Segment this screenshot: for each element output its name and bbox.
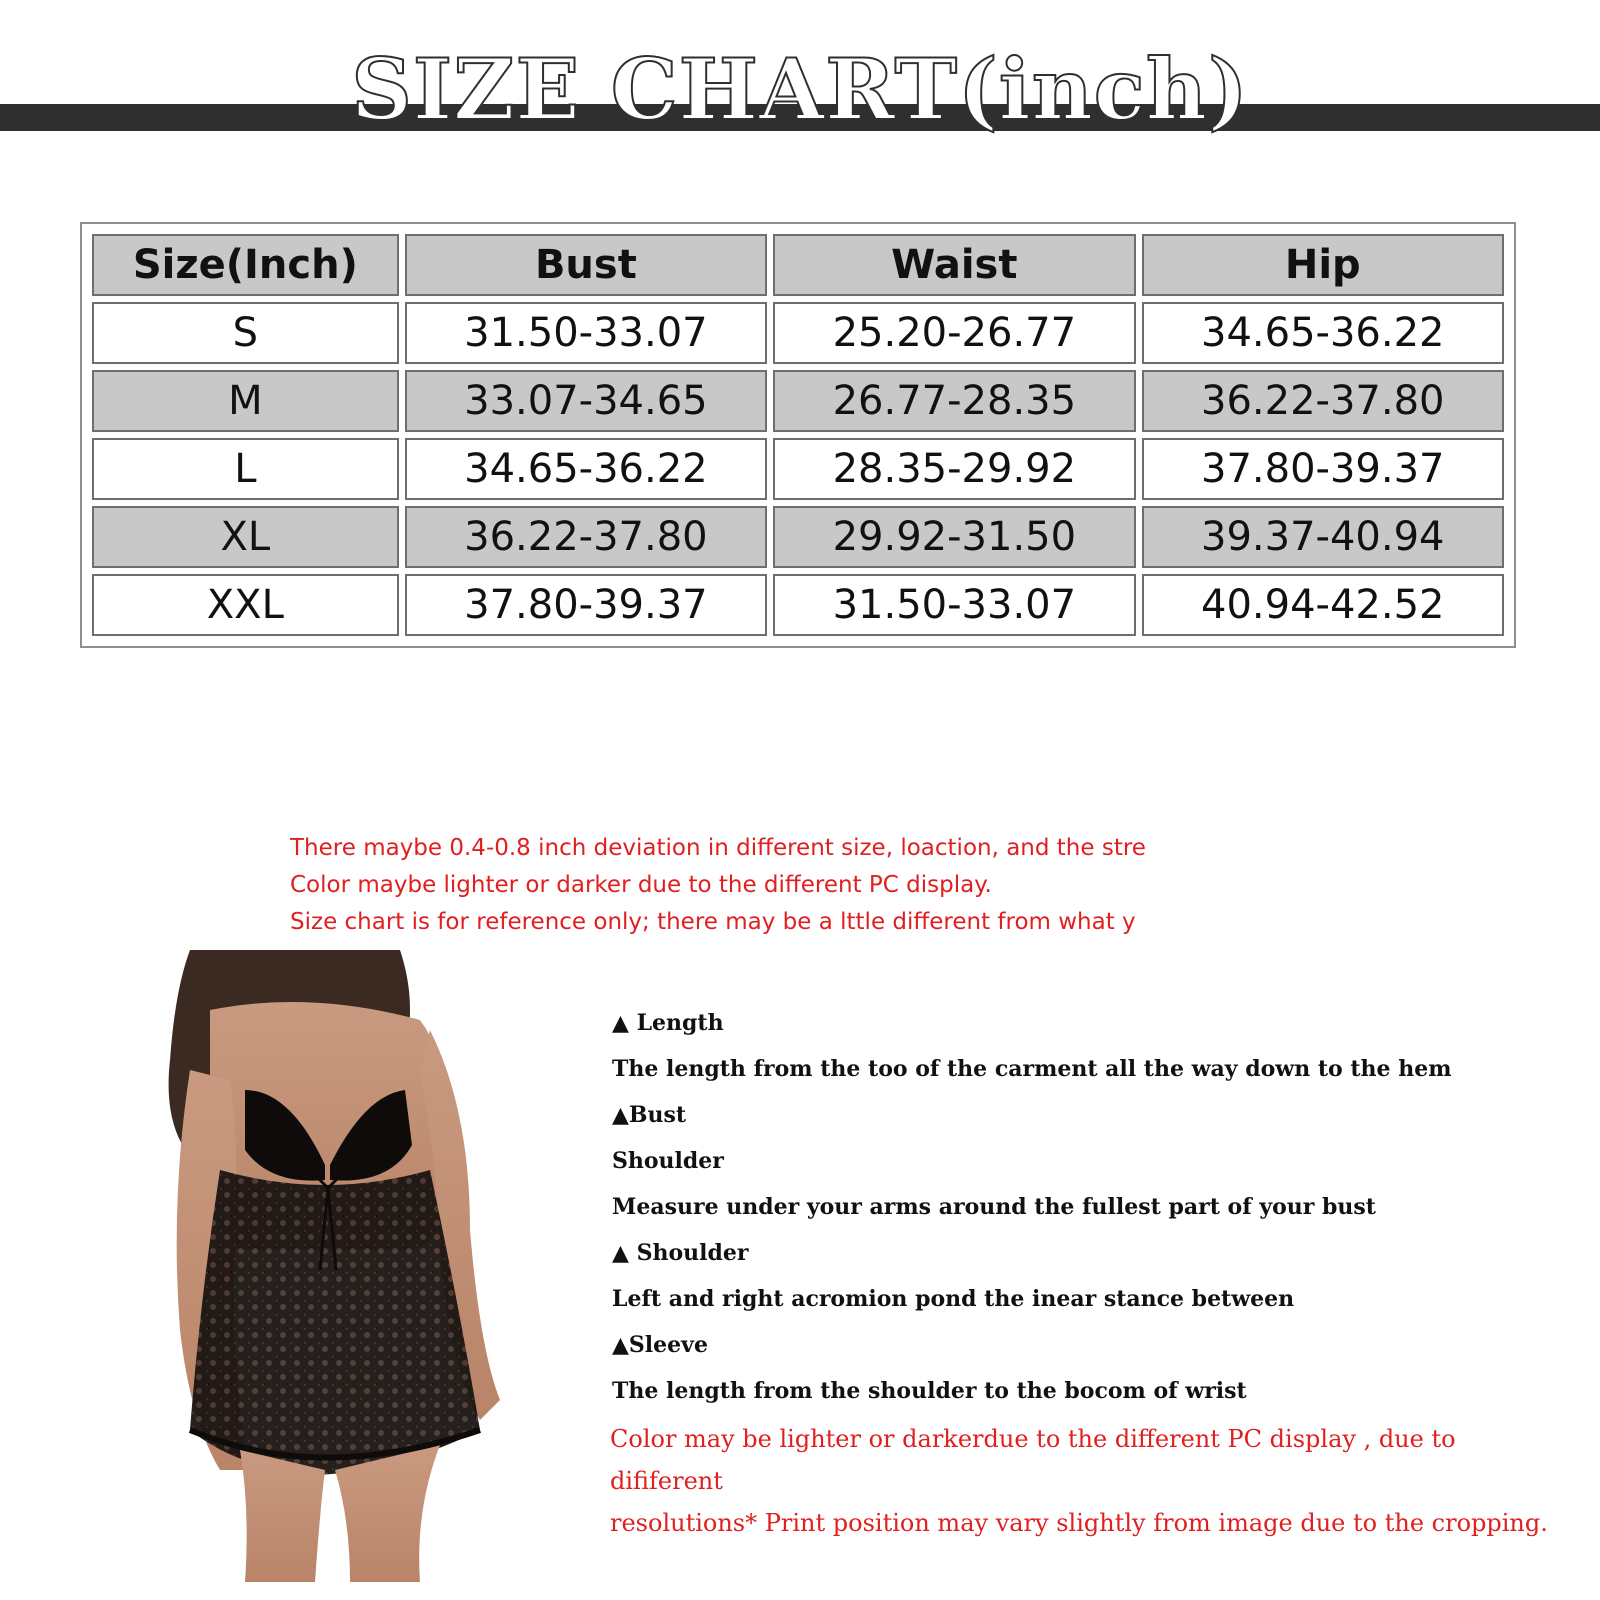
size-table (80, 222, 1516, 648)
shoulder-description: Left and right acromion pond the inear stance between (612, 1286, 1295, 1312)
table-row (92, 506, 1504, 568)
note-line: There maybe 0.4-0.8 inch deviation in different size, loaction, and the stre (290, 835, 1146, 861)
header-hip: Hip (1142, 234, 1504, 296)
bust-cell: 33.07-34.65 (405, 370, 767, 432)
table-row (92, 302, 1504, 364)
size-cell: XXL (92, 574, 399, 636)
product-photo (150, 950, 520, 1582)
bust-description: Measure under your arms around the fullest part of your bust (612, 1194, 1376, 1220)
table-row (92, 574, 1504, 636)
disclaimer-line: resolutions* Print position may vary slightly from image due to the cropping. (610, 1509, 1548, 1537)
sleeve-title: ▲Sleeve (612, 1332, 708, 1358)
shoulder-title: ▲ Shoulder (612, 1240, 749, 1266)
length-description: The length from the too of the carment all the way down to the hem (612, 1056, 1452, 1082)
waist-cell: 31.50-33.07 (773, 574, 1135, 636)
table-row (92, 370, 1504, 432)
hip-cell: 39.37-40.94 (1142, 506, 1504, 568)
table-header-row (92, 234, 1504, 296)
header-bust: Bust (405, 234, 767, 296)
note-line: Size chart is for reference only; there may be a lttle different from what y (290, 909, 1136, 935)
header-size: Size(Inch) (92, 234, 399, 296)
bust-cell: 36.22-37.80 (405, 506, 767, 568)
hip-cell: 40.94-42.52 (1142, 574, 1504, 636)
header-waist: Waist (773, 234, 1135, 296)
page-title: SIZE CHART(inch) (351, 40, 1249, 139)
bust-cell: 31.50-33.07 (405, 302, 767, 364)
length-title: ▲ Length (612, 1010, 724, 1036)
waist-cell: 26.77-28.35 (773, 370, 1135, 432)
waist-cell: 25.20-26.77 (773, 302, 1135, 364)
hip-cell: 37.80-39.37 (1142, 438, 1504, 500)
sleeve-description: The length from the shoulder to the bocom of wrist (612, 1378, 1247, 1404)
size-cell: M (92, 370, 399, 432)
color-disclaimer (610, 1418, 1570, 1544)
measurement-guide (612, 1000, 1572, 1414)
bust-cell: 34.65-36.22 (405, 438, 767, 500)
hip-cell: 36.22-37.80 (1142, 370, 1504, 432)
size-cell: XL (92, 506, 399, 568)
bust-cell: 37.80-39.37 (405, 574, 767, 636)
bust-subtitle: Shoulder (612, 1148, 724, 1174)
size-cell: L (92, 438, 399, 500)
hip-cell: 34.65-36.22 (1142, 302, 1504, 364)
disclaimer-line: Color may be lighter or darkerdue to the different PC display , due to dififerent (610, 1425, 1456, 1495)
size-cell: S (92, 302, 399, 364)
waist-cell: 28.35-29.92 (773, 438, 1135, 500)
table-row (92, 438, 1504, 500)
note-line: Color maybe lighter or darker due to the different PC display. (290, 872, 992, 898)
bust-title: ▲Bust (612, 1102, 687, 1128)
model-wearing-lace-babydoll-image (150, 950, 520, 1582)
waist-cell: 29.92-31.50 (773, 506, 1135, 568)
deviation-notes (290, 830, 1148, 941)
